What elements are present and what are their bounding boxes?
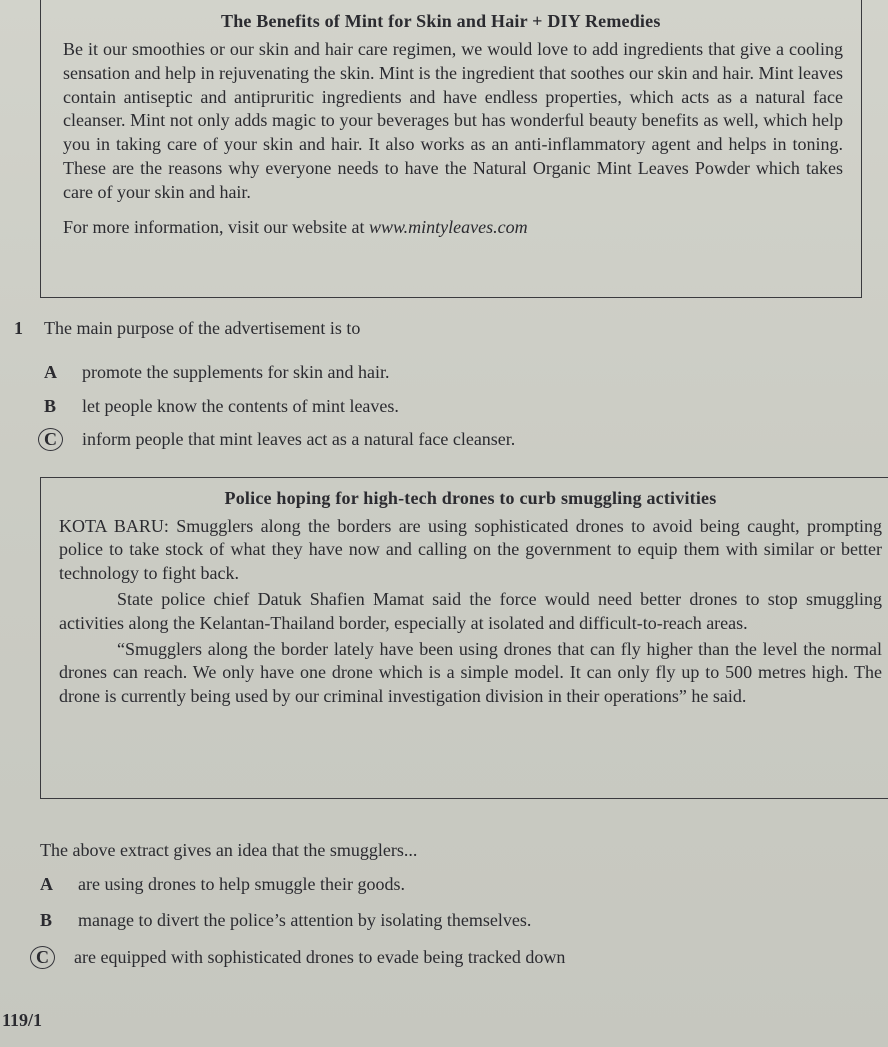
option-text: are using drones to help smuggle their goods. [78, 874, 405, 894]
option-text: let people know the contents of mint leaves. [82, 396, 399, 416]
option-letter: B [44, 396, 57, 416]
option-letter: A [40, 874, 53, 894]
circled-option-letter: C [30, 946, 55, 969]
option-letter: B [40, 910, 53, 930]
mint-ad-body: Be it our smoothies or our skin and hair care regimen, we would love to add ingredients that give a cooling sensation and help in rejuvenating the skin. Mint is the ingredient that soothes our skin and hair. Mint leaves contain antiseptic and antipruritic ingredients and have endless properties, which acts as a natural face cleanser. Mint not only adds magic to your beverages but has wonderful beauty benefits as well, which help you in taking care of your skin and hair. It also works as an anti-inflammatory agent and helps in toning. These are the reasons why everyone needs to have the Natural Organic Mint Leaves Powder which takes care of your skin and hair. [63, 39, 843, 202]
question-2-option-c[interactable] [36, 946, 565, 969]
mint-ad-info-prefix: For more information, visit our website at [63, 216, 365, 237]
question-1-option-a[interactable] [44, 362, 389, 383]
question-2-option-b[interactable] [40, 910, 531, 931]
question-2-option-a[interactable] [40, 874, 405, 895]
option-text: are equipped with sophisticated drones to evade being tracked down [74, 947, 566, 967]
option-text: inform people that mint leaves act as a natural face cleanser. [82, 429, 516, 449]
question-2-stem: The above extract gives an idea that the smugglers... [40, 840, 418, 860]
drone-news-paragraph-3: “Smugglers along the border lately have been using drones that can fly higher than the level the normal drones can reach. We only have one drone which is a simple model. It can only fly up to 500 metres high. The drone is currently being used by our criminal investigation division in their operations” he said. [59, 639, 882, 706]
question-1-number: 1 [14, 318, 23, 338]
question-1-stem: The main purpose of the advertisement is to [44, 318, 361, 338]
question-1-option-c[interactable] [44, 428, 515, 451]
question-1-option-b[interactable] [44, 396, 399, 417]
mint-advertisement-box [40, 0, 862, 298]
drone-news-paragraph-2: State police chief Datuk Shafien Mamat said the force would need better drones to stop smuggling activities along the Kelantan-Thailand border, especially at isolated and difficult-to-reach areas. [59, 589, 882, 633]
option-letter: A [44, 362, 57, 382]
option-text: manage to divert the police’s attention by isolating themselves. [78, 910, 532, 930]
drone-news-paragraph-1: KOTA BARU: Smugglers along the borders are using sophisticated drones to avoid being caught, prompting police to take stock of what they have now and calling on the government to equip them with similar or better technology to fight back. [59, 516, 882, 583]
drone-news-title: Police hoping for high-tech drones to curb smuggling activities [224, 488, 717, 508]
circled-option-letter: C [38, 428, 63, 451]
option-text: promote the supplements for skin and hair. [82, 362, 390, 382]
paper-code: 119/1 [2, 1010, 43, 1030]
mint-ad-title: The Benefits of Mint for Skin and Hair + DIY Remedies [221, 11, 661, 31]
drone-news-box [40, 477, 888, 799]
question-2 [40, 840, 417, 861]
mint-ad-info [63, 217, 843, 238]
mint-ad-website: www.mintyleaves.com [368, 216, 528, 237]
question-1 [14, 318, 361, 339]
